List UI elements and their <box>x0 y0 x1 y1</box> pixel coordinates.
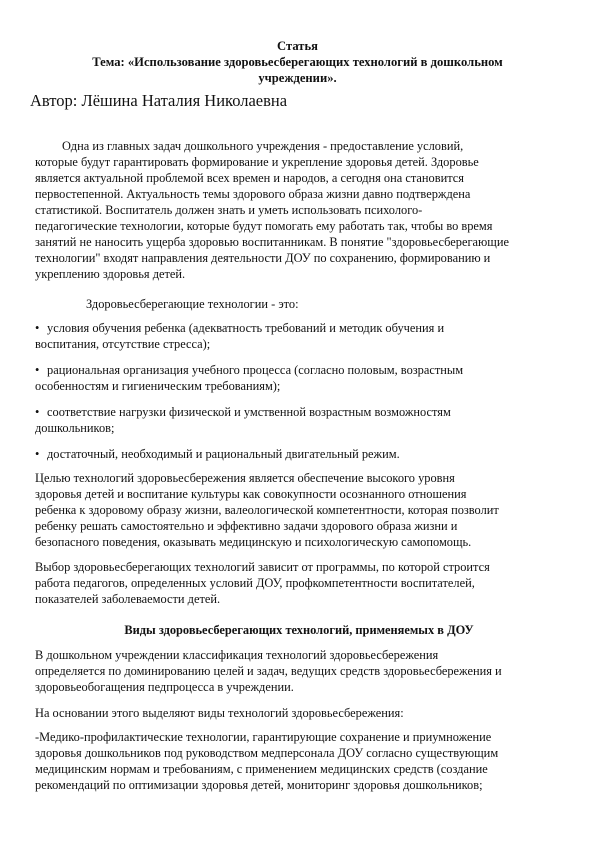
classification-line: здоровьеобогащения педпроцесса в учреждении. <box>35 680 294 694</box>
goal-paragraph <box>35 470 563 550</box>
section-title: Виды здоровьесберегающих технологий, применяемых в ДОУ <box>124 623 474 637</box>
medical-line: рекомендаций по оптимизации здоровья детей, мониторинг здоровья дошкольников; <box>35 778 483 792</box>
medical-line: -Медико-профилактические технологии, гарантирующие сохранение и приумножение <box>35 730 492 744</box>
bullet-text: достаточный, необходимый и рациональный двигательный режим. <box>47 447 400 461</box>
intro-line: является актуальной проблемой всех времен и народов, а сегодня она становится <box>35 171 464 185</box>
intro-line: технологии" входят направления деятельности ДОУ по сохранению, формированию и <box>35 251 491 265</box>
intro-line: занятий не наносить ущерба здоровью воспитанникам. В понятие "здоровьесберегающие <box>35 235 509 249</box>
medical-line: здоровья дошкольников под руководством медперсонала ДОУ согласно существующим <box>35 746 499 760</box>
goal-line: ребенку решать самостоятельно и эффективно задачи здорового образа жизни и <box>35 519 458 533</box>
medical-paragraph <box>35 729 563 793</box>
bullet-icon: • <box>35 447 40 461</box>
intro-line: укреплению здоровья детей. <box>35 267 186 281</box>
bullet-text: соответствие нагрузки физической и умственной возрастным возможностям <box>47 405 451 419</box>
bullet-icon: • <box>35 405 40 419</box>
bullet-text: воспитания, отсутствие стресса); <box>35 337 211 351</box>
intro-line: которые будут гарантировать формирование и укрепление здоровья детей. Здоровье <box>35 155 479 169</box>
intro-line: Одна из главных задач дошкольного учреждения - предоставление условий, <box>62 139 464 153</box>
bullet-text: дошкольников; <box>35 421 115 435</box>
goal-line: ребенка к здоровому образу жизни, валеологической компетентности, которая позволит <box>35 503 499 517</box>
article-topic-line-1: Тема: «Использование здоровьесберегающих технологий в дошкольном <box>92 55 503 69</box>
intro-paragraph <box>35 138 563 282</box>
bullet-item <box>35 404 563 436</box>
article-topic-line-2: учреждении». <box>258 71 337 85</box>
goal-line: здоровья детей и воспитание культуры как совокупности осознанного отношения <box>35 487 467 501</box>
bullet-item <box>35 446 563 462</box>
tech-intro: Здоровьесберегающие технологии - это: <box>86 297 299 311</box>
goal-line: Целью технологий здоровьесбережения является обеспечение высокого уровня <box>35 471 455 485</box>
classification-line: определяется по доминированию целей и задач, ведущих средств здоровьесбережения и <box>35 664 502 678</box>
medical-line: медицинским нормам и требованиям, с применением медицинских средств (создание <box>35 762 488 776</box>
bullet-item <box>35 362 563 394</box>
article-author: Автор: Лёшина Наталия Николаевна <box>30 91 288 110</box>
choice-paragraph <box>35 559 563 607</box>
intro-line: педагогические технологии, которые будут помогать ему работать так, чтобы во время <box>35 219 493 233</box>
bullet-text: рациональная организация учебного процесса (согласно половым, возрастным <box>47 363 464 377</box>
bullet-text: условия обучения ребенка (адекватность требований и методик обучения и <box>47 321 445 335</box>
choice-line: Выбор здоровьесберегающих технологий зависит от программы, по которой строится <box>35 560 490 574</box>
article-label: Статья <box>277 39 318 53</box>
bullet-text: особенностям и гигиеническим требованиям); <box>35 379 281 393</box>
classification-paragraph <box>35 647 563 695</box>
intro-line: статистикой. Воспитатель должен знать и уметь использовать психолого- <box>35 203 423 217</box>
classification-line: В дошкольном учреждении классификация технологий здоровьесбережения <box>35 648 439 662</box>
bullet-icon: • <box>35 363 40 377</box>
intro-line: первостепенной. Актуальность темы здорового образа жизни давно подтверждена <box>35 187 471 201</box>
choice-line: показателей заболеваемости детей. <box>35 592 221 606</box>
bullet-item <box>35 320 563 352</box>
goal-line: безопасного поведения, оказывать медицинскую и психологическую самопомощь. <box>35 535 472 549</box>
bullet-icon: • <box>35 321 40 335</box>
basis-paragraph: На основании этого выделяют виды технологий здоровьесбережения: <box>35 706 404 720</box>
choice-line: работа педагогов, определенных условий ДОУ, профкомпетентности воспитателей, <box>35 576 475 590</box>
article-heading <box>40 38 555 86</box>
